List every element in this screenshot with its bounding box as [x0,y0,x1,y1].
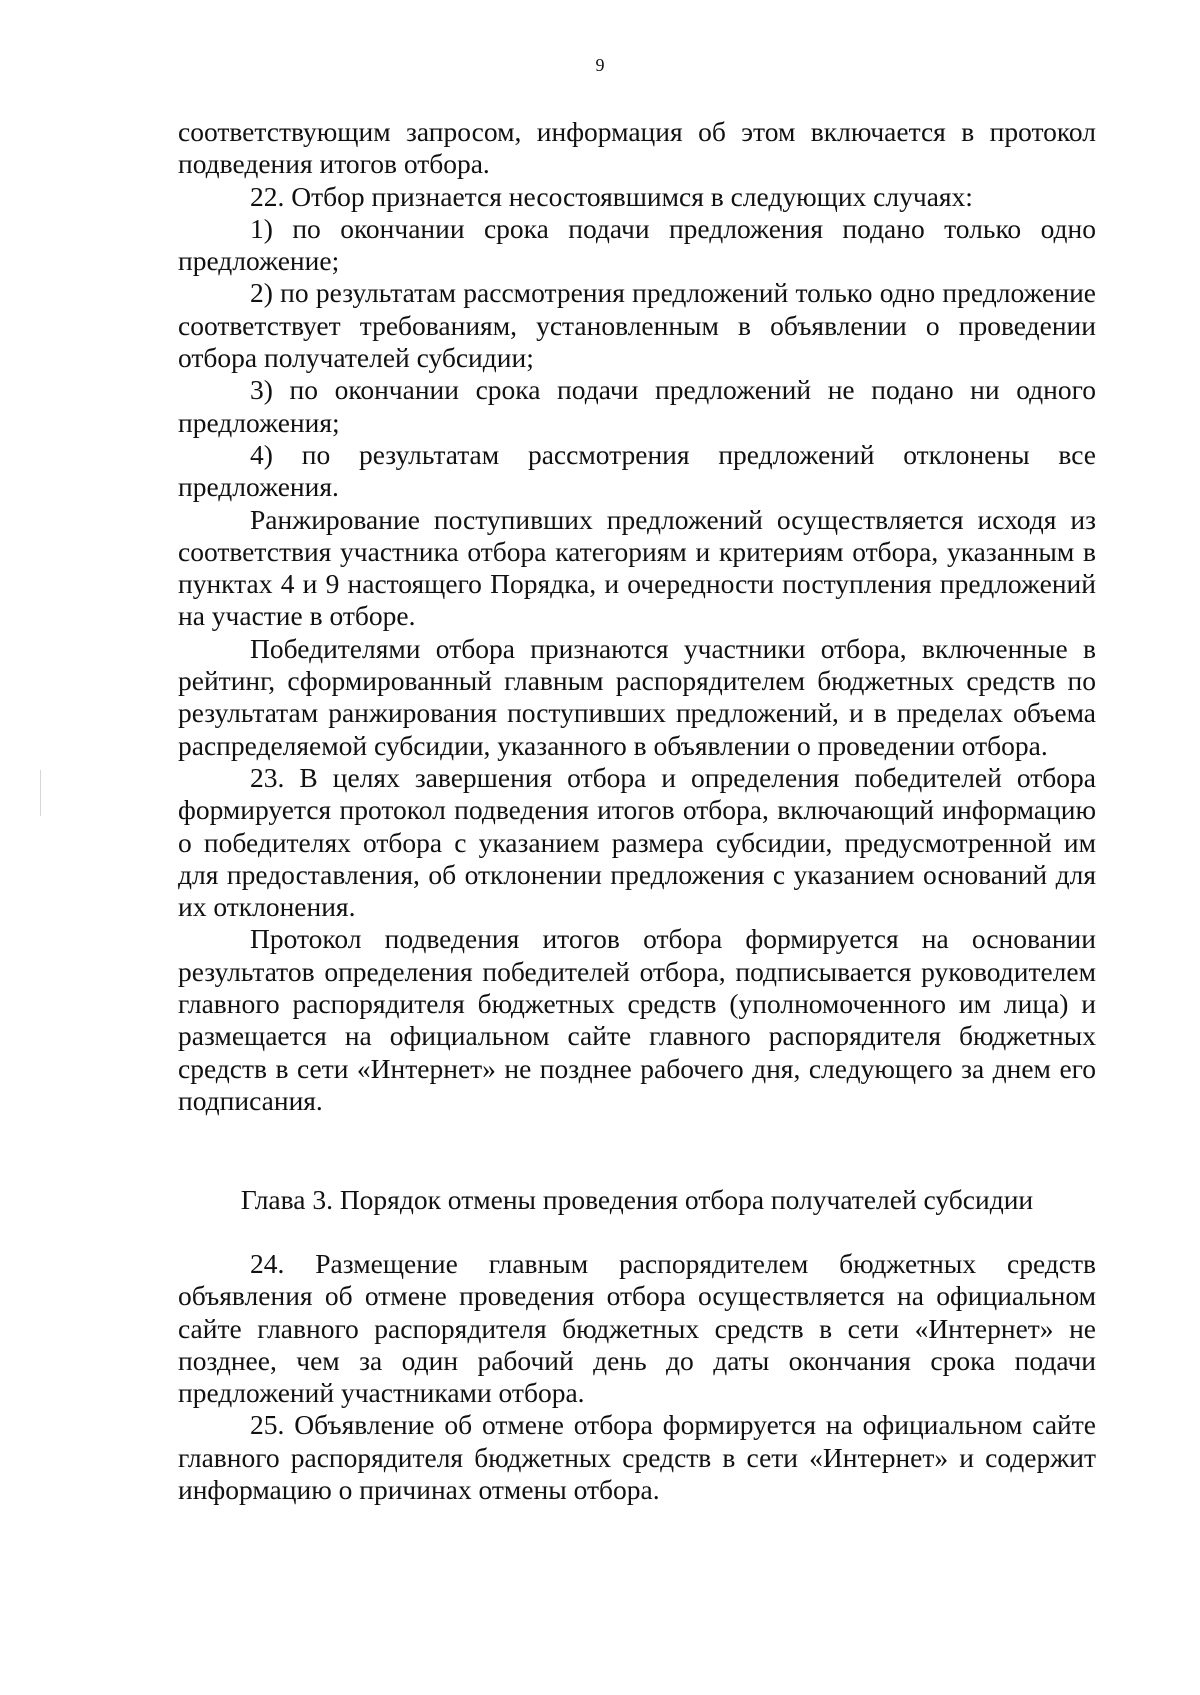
scan-artifact-line [40,770,41,816]
paragraph-ranking: Ранжирование поступивших предложений осуществляется исходя из соответствия участника отбора категориям и критериям отбора, указанным в пунктах 4 и 9 настоящего Порядка, и очередности поступления предложений на участие в отборе. [178,503,1096,632]
paragraph-subitem-2: 2) по результатам рассмотрения предложений только одно предложение соответствует требованиям, установленным в объявлении о проведении отбора получателей субсидии; [178,277,1096,374]
body-text-section-1 [178,116,1096,1117]
page-number: 9 [595,55,605,75]
paragraph-subitem-4: 4) по результатам рассмотрения предложений отклонены все предложения. [178,438,1096,503]
paragraph-continuation: соответствующим запросом, информация об этом включается в протокол подведения итогов отбора. [178,116,1096,180]
paragraph-item-22: 22. Отбор признается несостоявшимся в следующих случаях: [250,180,973,212]
paragraph-protocol: Протокол подведения итогов отбора формируется на основании результатов определения победителей отбора, подписывается руководителем главного распорядителя бюджетных средств (уполномоченного им лица) и размещается на официальном сайте главного распорядителя бюджетных средств в сети «Интернет» не позднее рабочего дня, следующего за днем его подписания. [178,923,1096,1116]
paragraph-item-24: 24. Размещение главным распорядителем бюджетных средств объявления об отмене проведения отбора осуществляется на официальном сайте главного распорядителя бюджетных средств в сети «Интернет» не позднее, чем за один рабочий день до даты окончания срока подачи предложений участниками отбора. [178,1248,1096,1409]
body-text-section-2 [178,1248,1096,1506]
paragraph-winners: Победителями отбора признаются участники отбора, включенные в рейтинг, сформированный главным распорядителем бюджетных средств по результатам ранжирования поступивших предложений, и в пределах объема распределяемой субсидии, указанного в объявлении о проведении отбора. [178,632,1096,761]
chapter-heading: Глава 3. Порядок отмены проведения отбора получателей субсидии [240,1184,1034,1215]
paragraph-subitem-3: 3) по окончании срока подачи предложений не подано ни одного предложения; [178,374,1096,438]
paragraph-subitem-1: 1) по окончании срока подачи предложения подано только одно предложение; [178,212,1096,277]
paragraph-item-23: 23. В целях завершения отбора и определения победителей отбора формируется протокол подведения итогов отбора, включающий информацию о победителях отбора с указанием размера субсидии, предусмотренной им для предоставления, об отклонении предложения с указанием оснований для их отклонения. [178,761,1096,923]
paragraph-item-25: 25. Объявление об отмене отбора формируется на официальном сайте главного распорядителя бюджетных средств в сети «Интернет» и содержит информацию о причинах отмены отбора. [178,1409,1096,1506]
